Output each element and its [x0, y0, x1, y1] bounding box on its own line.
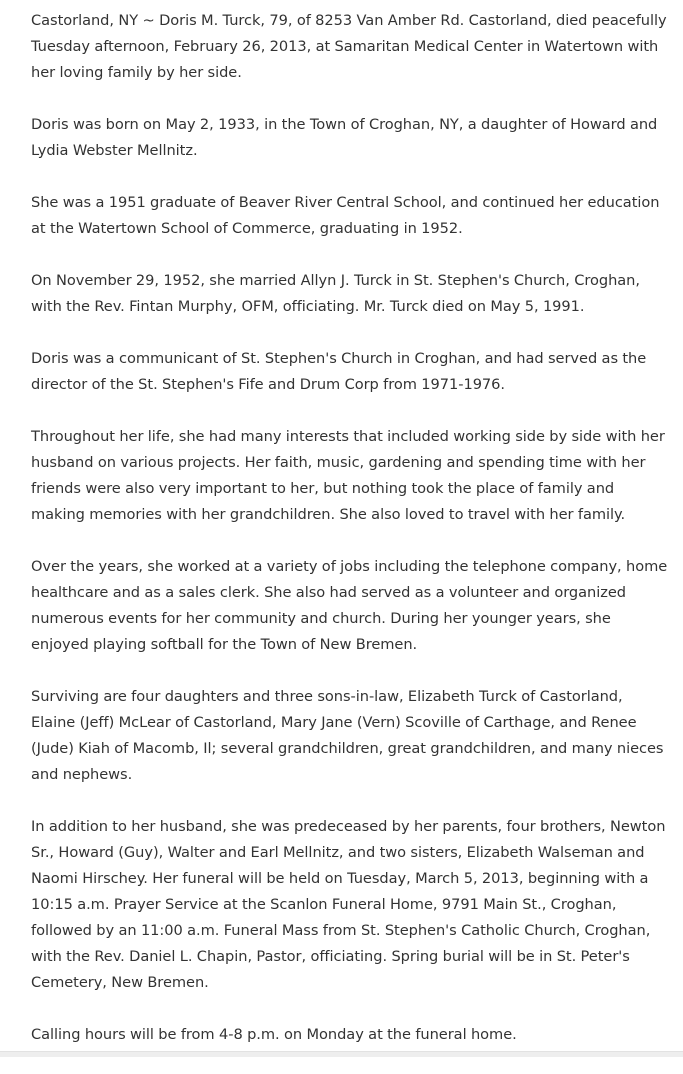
page-bottom-edge	[0, 1051, 683, 1057]
paragraph-interests: Throughout her life, she had many interests that included working side by side with her husband on various projects. Her faith, music, gardening and spending time with her friends were also very important to her, but nothing took the place of family and making memories with her grandchildren. She also loved to travel with her family.	[31, 428, 665, 523]
obituary-article	[31, 8, 671, 1074]
paragraph-survivors: Surviving are four daughters and three sons-in-law, Elizabeth Turck of Castorland, Elaine (Jeff) McLear of Castorland, Mary Jane (Vern) Scoville of Carthage, and Renee (Jude) Kiah of Macomb, Il; several grandchildren, great grandchildren, and many nieces and nephews.	[31, 688, 664, 783]
paragraph-death-notice: Castorland, NY ~ Doris M. Turck, 79, of 8253 Van Amber Rd. Castorland, died peacefully Tuesday afternoon, February 26, 2013, at Samaritan Medical Center in Watertown with her loving family by her side.	[31, 12, 667, 81]
paragraph-work: Over the years, she worked at a variety of jobs including the telephone company, home healthcare and as a sales clerk. She also had served as a volunteer and organized numerous events for her community and church. During her younger years, she enjoyed playing softball for the Town of New Bremen.	[31, 558, 668, 653]
paragraph-education: She was a 1951 graduate of Beaver River Central School, and continued her education at the Watertown School of Commerce, graduating in 1952.	[31, 194, 660, 237]
paragraph-marriage: On November 29, 1952, she married Allyn J. Turck in St. Stephen's Church, Croghan, with the Rev. Fintan Murphy, OFM, officiating. Mr. Turck died on May 5, 1991.	[31, 272, 640, 315]
paragraph-services: In addition to her husband, she was predeceased by her parents, four brothers, Newton Sr., Howard (Guy), Walter and Earl Mellnitz, and two sisters, Elizabeth Walseman and Naomi Hirschey. Her funeral will be held on Tuesday, March 5, 2013, beginning with a 10:15 a.m. Prayer Service at the Scanlon Funeral Home, 9791 Main St., Croghan, followed by an 11:00 a.m. Funeral Mass from St. Stephen's Catholic Church, Croghan, with the Rev. Daniel L. Chapin, Pastor, officiating. Spring burial will be in St. Peter's Cemetery, New Bremen.	[31, 818, 666, 991]
paragraph-calling-hours: Calling hours will be from 4-8 p.m. on Monday at the funeral home.	[31, 1026, 517, 1043]
paragraph-birth: Doris was born on May 2, 1933, in the Town of Croghan, NY, a daughter of Howard and Lydia Webster Mellnitz.	[31, 116, 658, 159]
paragraph-church: Doris was a communicant of St. Stephen's Church in Croghan, and had served as the director of the St. Stephen's Fife and Drum Corp from 1971-1976.	[31, 350, 647, 393]
